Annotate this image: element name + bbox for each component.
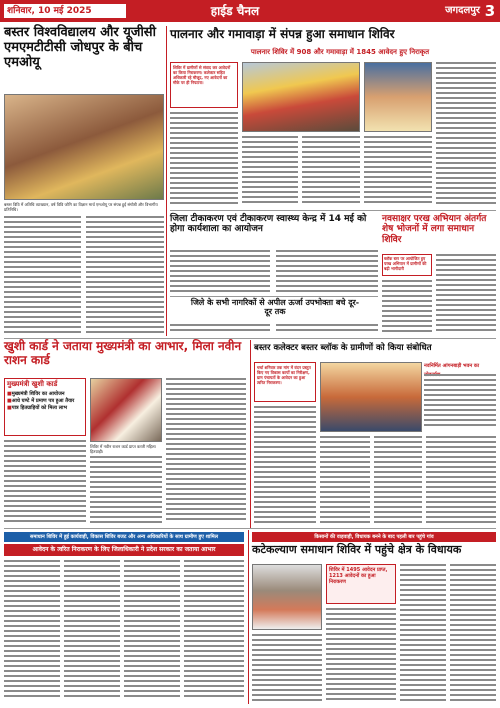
- khushi-bullet-1: ■ मुख्यमंत्री शिविर का आयोजन: [7, 391, 83, 398]
- palnar-inset-box: [170, 62, 238, 108]
- bastar-collector-inset: चर्चा शनिवार तक मांग में वंदन प्रस्तुत किए गए विकास कार्यों का निरीक्षण, ग्राम पंचायतों के आवेदन का हुआ त्वरित निराकरण।: [257, 365, 311, 385]
- bastar-univ-body-col-1: [4, 216, 81, 336]
- navsakshar-body-col-1: [382, 280, 432, 336]
- palnar-deck: पालनार शिविर में 908 और गमावाड़ा में 1845 आवेदन हुए निराकृत: [250, 48, 430, 56]
- bastar-collector-body-col-4: [424, 374, 496, 432]
- khushi-box-title: मुख्यमंत्री खुशी कार्ड: [7, 380, 58, 388]
- navsakshar-body-col-2: [436, 254, 496, 336]
- palnar-photo-1: [242, 62, 360, 132]
- bastar-univ-photo: [4, 94, 164, 200]
- jila-body-col-1: [170, 250, 270, 294]
- navsakshar-box-title: ब्लॉक स्तर पर आयोजित हुए परख अभियान में ग्रामीणों की बढ़ी भागीदारी: [384, 256, 427, 271]
- palnar-body-col-5: [436, 62, 496, 208]
- bottom-left-body-col-1: [4, 560, 60, 704]
- khushi-caption: शिविर में नवीन राशन कार्ड प्राप्त करती महिला हितग्राही।: [90, 444, 156, 454]
- khushi-photo: [90, 378, 162, 442]
- bottom-left-body-col-3: [124, 560, 180, 704]
- bottom-left-sub-bar: आवेदन के त्वरित निराकरण के लिए जिलाधिकारी ने प्रदेश सरकार का जताया आभार: [4, 544, 244, 556]
- masthead: [0, 0, 500, 22]
- jila-headline: जिला टीकाकरण एवं टीकाकरण स्वास्थ्य केन्द्र में 14 मई को होगा कार्यशाला का आयोजन: [170, 214, 367, 235]
- edition-city: जगदलपुर: [445, 5, 480, 16]
- khushi-bullet-3: ■ पात्र हितग्राहियों को मिला लाभ: [7, 405, 83, 412]
- kalyan-headline: कटेकल्याण समाधान शिविर में पहुंचे क्षेत्र के विधायक: [252, 543, 462, 556]
- page-number: 3: [484, 2, 496, 20]
- kalyan-box: [326, 564, 396, 604]
- kalyan-photo: [252, 564, 322, 630]
- khushi-body-col-2: [90, 456, 162, 526]
- navsakshar-box: [382, 254, 432, 276]
- bastar-collector-inset-box: [254, 362, 316, 402]
- section-rule: [170, 210, 496, 211]
- palnar-inset-text: शिविर में ग्रामीणों से संवाद कर आवेदनों का किया निराकरण। कलेक्टर सहित अधिकारी रहे मौजूद, नए आवेदनों का मौके पर ही निपटारा।: [173, 65, 231, 85]
- khushi-bullet-2: ■ आधे घण्टे में प्रमाण पत्र हुआ तैयार: [7, 398, 83, 405]
- vriksh-body-col-2: [276, 324, 378, 336]
- navsakshar-headline: नवसाक्षर परख अभियान अंतर्गत शेष भोजनों में लगा समाधान शिविर: [382, 214, 487, 245]
- bastar-collector-photo: [320, 362, 422, 432]
- bastar-collector-body-col-3: [374, 436, 422, 526]
- bastar-collector-body-col-5: [426, 436, 496, 526]
- kalyan-body-col-3: [400, 564, 446, 704]
- bastar-collector-box-title: नवनिर्मित आंगनबाड़ी भवन का: [424, 363, 480, 369]
- palnar-body-col-4: [364, 136, 432, 208]
- khushi-body-col-1: [4, 440, 86, 526]
- bastar-collector-body-col-2: [320, 436, 370, 526]
- khushi-headline: खुशी कार्ड ने जताया मुख्यमंत्री का आभार, मिला नवीन राशन कार्ड: [4, 339, 242, 367]
- issue-date: शनिवार, 10 मई 2025: [4, 4, 126, 18]
- palnar-body-col-3: [302, 136, 360, 208]
- column-rule: [166, 26, 167, 336]
- bottom-left-body-col-2: [64, 560, 120, 704]
- newspaper-name: हाईड चैनल: [210, 4, 260, 18]
- palnar-body-col-2: [242, 136, 298, 208]
- palnar-body-col-1: [170, 112, 238, 208]
- khushi-bullets: [7, 391, 83, 435]
- palnar-photo-2: [364, 62, 432, 132]
- bottom-left-bar: समाधान शिविर में हुई कार्यवाही, विकास शिविर बजट और अन्य अधिकारियों के साथ ग्रामीण हुए शामिल: [4, 532, 244, 542]
- bastar-univ-body-col-2: [86, 216, 164, 336]
- bastar-collector-headline: बस्तर कलेक्टर बस्तर ब्लॉक के ग्रामीणों को किया संबोधित: [254, 343, 432, 353]
- kalyan-box-title: शिविर में 1495 आवेदन प्राप्त, 1213 आवेदनों का हुआ निराकरण: [329, 567, 388, 585]
- jila-body-col-2: [276, 250, 378, 294]
- bastar-univ-caption: बस्तर विवि में अतिथि व्याख्यान, वर्ष विवि जोगि का विज्ञान मार्च एमओयू पर संपन्न हुई संगोष्ठी और विभागीय प्रतिनिधि।: [4, 202, 158, 212]
- vriksh-headline: जिले के सभी नागरिकों से अपील ऊर्जा उपभोक्ता बचे दूर-दूर तक: [190, 298, 360, 317]
- palnar-headline: पालनार और गमावाड़ा में संपन्न हुआ समाधान शिविर: [170, 27, 395, 41]
- bastar-collector-body-col-1: [254, 406, 316, 526]
- bottom-left-body-col-4: [184, 560, 244, 704]
- khushi-body-col-3: [166, 378, 246, 526]
- bastar-univ-headline: बस्तर विश्वविद्यालय और यूजीसी एमएमटीटीसी जोधपुर के बीच एमओयू: [4, 25, 156, 70]
- kalyan-bar: किसानों की वाहवाही, विधायक बनने के बाद पहली बार पहुंचे गांव: [252, 532, 496, 542]
- kalyan-body-col-4: [450, 564, 496, 704]
- kalyan-body-col-2: [326, 608, 396, 704]
- kalyan-body-col-1: [252, 634, 322, 704]
- vriksh-body-col-1: [170, 324, 270, 336]
